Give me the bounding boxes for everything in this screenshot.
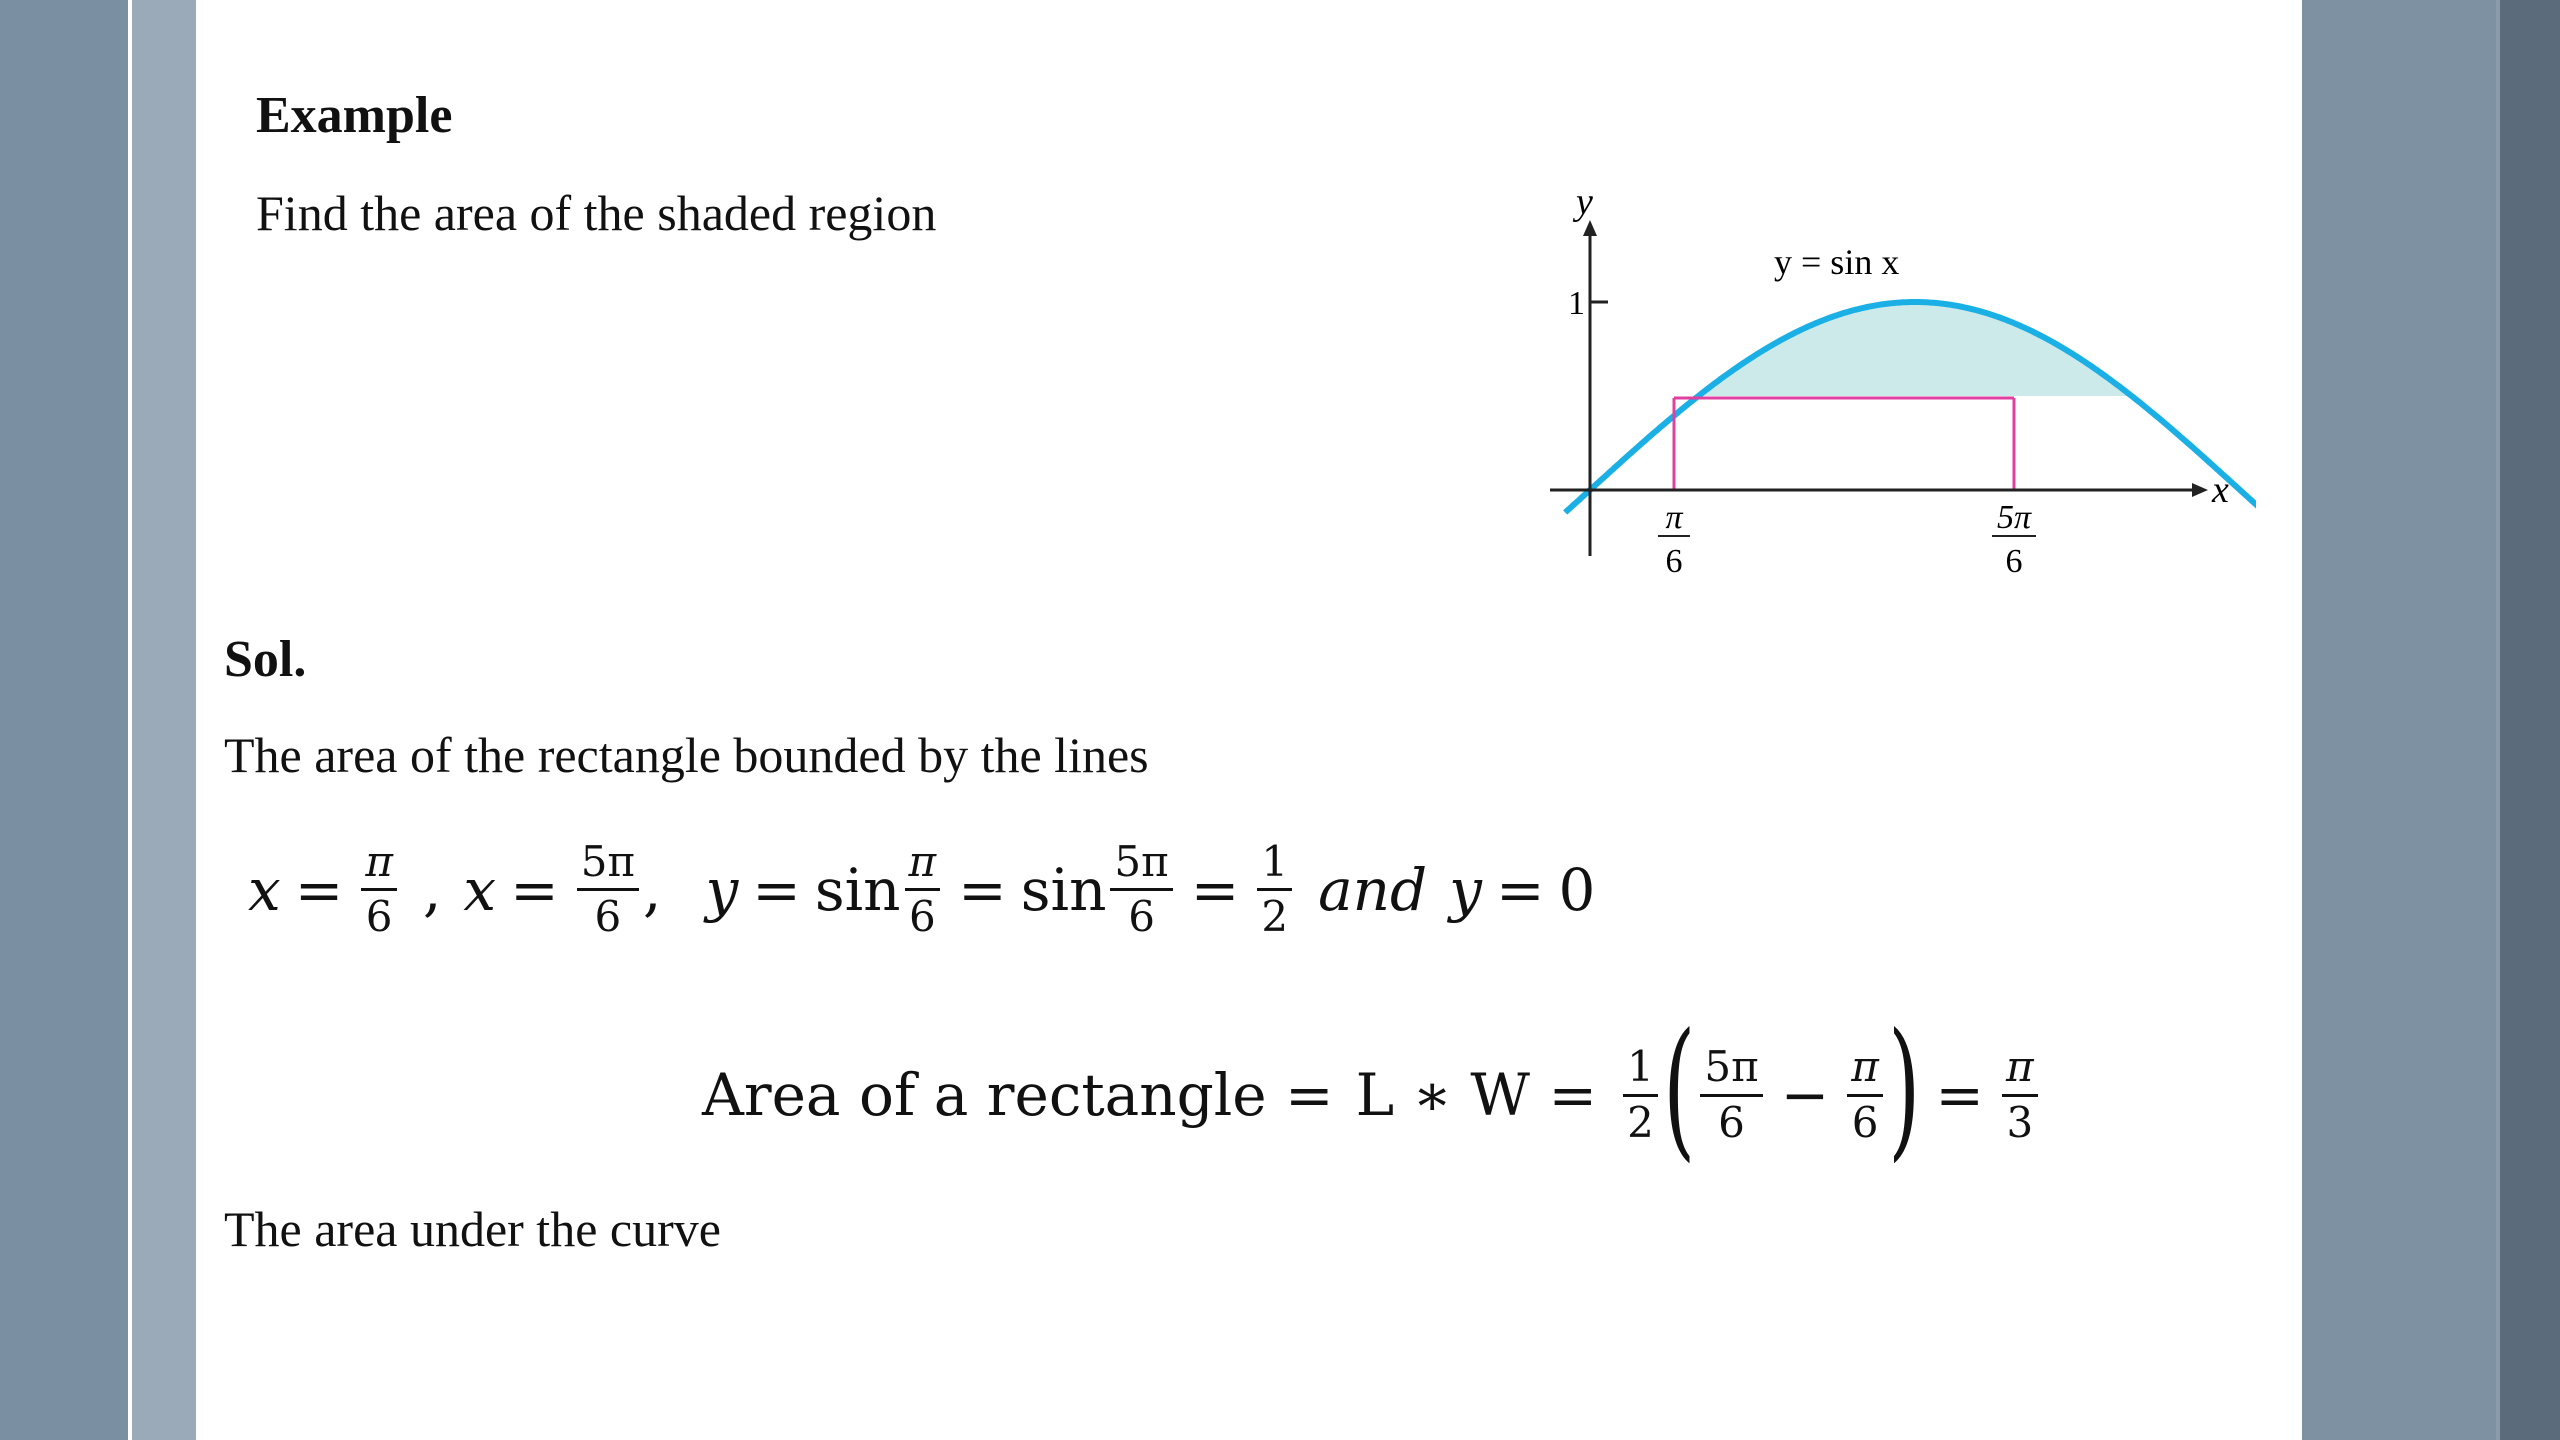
left-inner-band: [132, 0, 196, 1440]
fraction-5pi-over-6: [1700, 1042, 1762, 1147]
left-frame-band: [0, 0, 128, 1440]
left-bound-numerator: π: [1665, 499, 1683, 536]
minus-sign: −: [1780, 1061, 1830, 1129]
rectangle-intro-text: The area of the rectangle bounded by the lines: [224, 727, 1149, 783]
fraction-1-over-2: [1623, 1042, 1658, 1147]
slide: [196, 0, 2302, 1440]
left-paren: (: [1662, 1002, 1696, 1176]
denominator: 2: [1627, 1097, 1654, 1147]
area-label: Area of a rectangle =: [702, 1061, 1334, 1129]
y-tick-label: 1: [1568, 285, 1585, 322]
equals-sign: =: [1190, 855, 1240, 924]
and-word: and: [1318, 855, 1428, 924]
var-y: y: [705, 855, 739, 924]
bounding-lines-equation: [248, 837, 1596, 942]
denominator: 6: [1718, 1097, 1745, 1147]
length-times-width: L ∗ W =: [1355, 1061, 1598, 1129]
fraction-pi-over-6: [1847, 1042, 1883, 1147]
numerator: 5π: [1700, 1045, 1762, 1096]
comma: ,: [643, 855, 662, 924]
sine-graph: [1336, 170, 2256, 610]
numerator: 5π: [577, 840, 639, 891]
comma: ,: [422, 855, 442, 924]
denominator: 2: [1261, 892, 1289, 942]
fraction-5pi-over-6: [1110, 837, 1172, 942]
curve-label: y = sin x: [1774, 242, 1900, 282]
fraction-5pi-over-6: [577, 837, 639, 942]
sin-function: sin: [814, 855, 901, 924]
question-text: Find the area of the shaded region: [256, 185, 937, 241]
numerator: π: [361, 840, 397, 891]
numerator: 1: [1257, 840, 1292, 891]
rectangle-area-equation: [702, 1002, 2042, 1176]
solution-heading: Sol.: [224, 631, 307, 688]
curve-area-intro-text: The area under the curve: [224, 1201, 721, 1257]
right-frame-band: [2500, 0, 2560, 1440]
sin-function: sin: [1020, 855, 1107, 924]
equals-sign: =: [294, 855, 344, 924]
right-inner-band: [2302, 0, 2496, 1440]
numerator: π: [905, 840, 941, 891]
denominator: 6: [365, 892, 393, 942]
denominator: 6: [1128, 892, 1155, 942]
zero: 0: [1558, 855, 1596, 924]
denominator: 6: [908, 892, 936, 942]
var-x: x: [463, 855, 497, 924]
equals-sign: =: [752, 855, 801, 924]
equals-sign: =: [1935, 1061, 1985, 1129]
right-bound-numerator: 5π: [1996, 499, 2032, 536]
sine-graph-svg: [1336, 170, 2256, 610]
denominator: 6: [1851, 1097, 1879, 1147]
example-heading: Example: [256, 87, 453, 144]
x-axis-label: x: [2212, 469, 2229, 511]
numerator: π: [1847, 1045, 1883, 1096]
equals-sign: =: [510, 855, 559, 924]
numerator: π: [2002, 1045, 2038, 1096]
right-bound-denominator: 6: [2005, 543, 2023, 580]
x-axis-arrow: [2192, 483, 2208, 497]
var-y: y: [1449, 855, 1482, 924]
equals-sign: =: [958, 855, 1007, 924]
left-bound-denominator: 6: [1665, 543, 1683, 580]
fraction-pi-over-3: [2002, 1042, 2038, 1147]
numerator: 5π: [1110, 840, 1172, 891]
denominator: 3: [2006, 1097, 2034, 1147]
var-x: x: [248, 855, 281, 924]
denominator: 6: [594, 892, 622, 942]
fraction-1-over-2: [1257, 837, 1292, 942]
numerator: 1: [1623, 1045, 1658, 1096]
fraction-pi-over-6: [361, 837, 397, 942]
equals-sign: =: [1495, 855, 1545, 924]
y-axis-label: y: [1576, 181, 1593, 223]
right-paren: ): [1888, 1002, 1921, 1176]
fraction-pi-over-6: [905, 837, 941, 942]
